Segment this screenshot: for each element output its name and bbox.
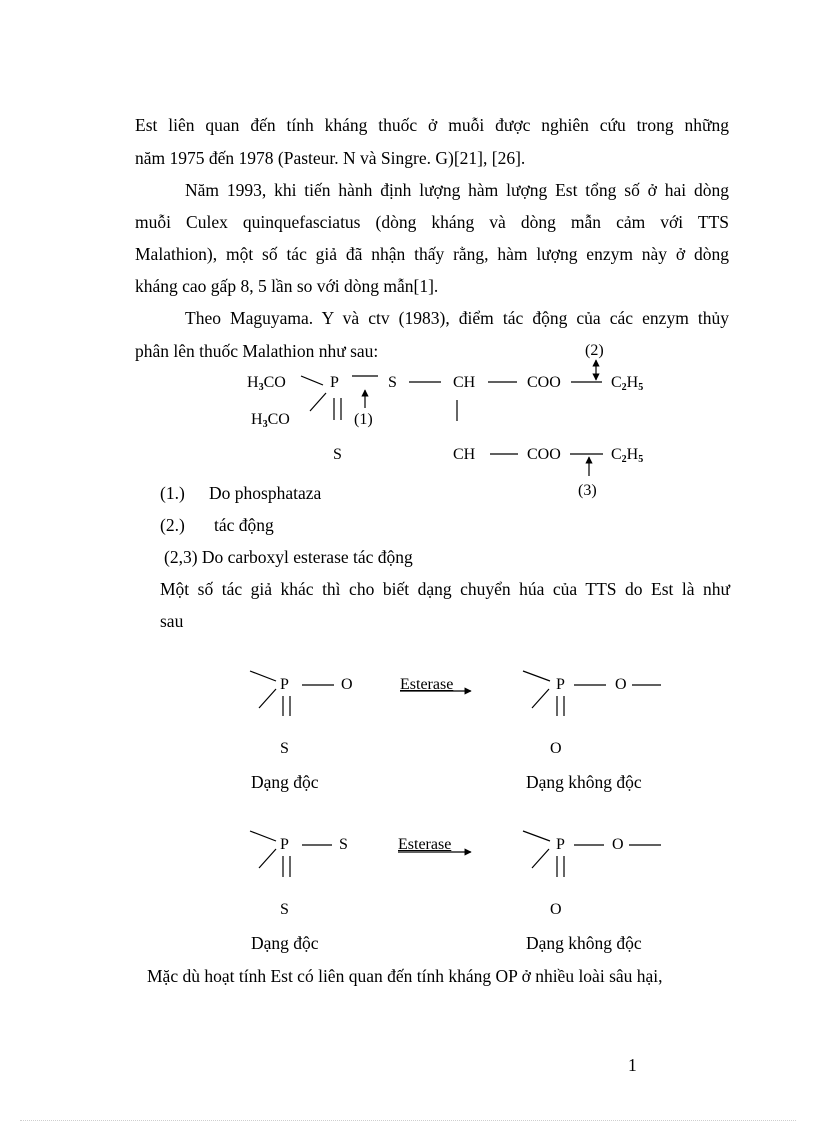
reaction2-p-right: P	[556, 836, 565, 853]
phosphorus-atom: P	[330, 374, 339, 391]
c2h5-top: $C_2H_5$	[611, 374, 644, 393]
r1-bond-upper-left	[250, 671, 276, 681]
p2-line2: muỗi Culex quinquefasciatus (dòng kháng và dòng mẫn cảm với TTS	[135, 212, 729, 232]
p3-line2: phân lên thuốc Malathion như sau:	[135, 341, 379, 361]
legend-item1-number: (1.)	[160, 483, 185, 503]
legend-item1-text: Do phosphataza	[209, 483, 322, 503]
p3-line1: Theo Maguyama. Y và ctv (1983), điểm tác động của các enzym thủy	[185, 308, 729, 328]
bond-p-h3co-bottom	[310, 393, 326, 411]
reaction1-p-left: P	[280, 676, 289, 693]
last-line: Mặc dù hoạt tính Est có liên quan đến tính kháng OP ở nhiều loài sâu hại,	[147, 966, 663, 986]
reaction1-o-left: O	[341, 676, 353, 693]
reaction2-s-left: S	[339, 836, 348, 853]
cleavage-mark-3: (3)	[578, 482, 597, 499]
sulfur-double-atom: S	[333, 446, 342, 463]
reaction1-esterase-label: Esterase	[400, 676, 454, 693]
r2-bond-upper-left	[250, 831, 276, 841]
sulfur-chain-atom: S	[388, 374, 397, 391]
legend-item2-text: tác động	[214, 515, 274, 535]
r1-bond-upper-right	[523, 671, 550, 681]
reaction2-double-left: S	[280, 901, 289, 918]
cleavage-mark-1: (1)	[354, 411, 373, 428]
reaction2-p-left: P	[280, 836, 289, 853]
p1-line1: Est liên quan đến tính kháng thuốc ở muỗi được nghiên cứu trong những	[135, 115, 729, 135]
reaction2-esterase-label: Esterase	[398, 836, 452, 853]
reaction1-caption-right: Dạng không độc	[526, 772, 642, 792]
p2-line3: Malathion), một số tác giả đã nhận thấy rằng, hàm lượng enzym này ở dòng	[135, 244, 729, 264]
r2-bond-upper-right	[523, 831, 550, 841]
reaction1-caption-left: Dạng độc	[251, 772, 319, 792]
p2-line1: Năm 1993, khi tiến hành định lượng hàm lượng Est tổng số ở hai dòng	[185, 180, 729, 200]
reaction1-p-right: P	[556, 676, 565, 693]
legend-item2-number: (2.)	[160, 515, 185, 535]
p1-line2: năm 1975 đến 1978 (Pasteur. N và Singre. G)[21], [26].	[135, 148, 526, 168]
reaction2-caption-right: Dạng không độc	[526, 933, 642, 953]
r1-bond-lower-left	[259, 689, 276, 708]
ch-top: CH	[453, 374, 476, 391]
h3co-bottom: $H_3CO$	[251, 411, 290, 430]
r1-bond-lower-right	[532, 689, 549, 708]
p2-line4: kháng cao gấp 8, 5 lần so với dòng mẫn[1].	[135, 276, 439, 296]
coo-top: COO	[527, 374, 561, 391]
r2-bond-lower-right	[532, 849, 549, 868]
p4-line1: Một số tác giả khác thì cho biết dạng chuyển húa của TTS do Est là như	[160, 579, 730, 599]
reaction1-o-right: O	[615, 676, 627, 693]
p4-line2: sau	[160, 611, 184, 631]
footer-divider	[20, 1120, 796, 1121]
legend-item3: (2,3) Do carboxyl esterase tác động	[164, 547, 413, 567]
ch-bottom: CH	[453, 446, 476, 463]
bond-h3co-p	[301, 376, 323, 385]
r2-bond-lower-left	[259, 849, 276, 868]
reaction2-caption-left: Dạng độc	[251, 933, 319, 953]
reaction2-double-right: O	[550, 901, 562, 918]
cleavage-mark-2: (2)	[585, 342, 604, 359]
page-number: 1	[628, 1055, 637, 1075]
reaction2-o-right: O	[612, 836, 624, 853]
c2h5-bottom: $C_2H_5$	[611, 446, 644, 465]
reaction1-double-right: O	[550, 740, 562, 757]
reaction1-double-left: S	[280, 740, 289, 757]
h3co-top: $H_3CO$	[247, 374, 286, 393]
coo-bottom: COO	[527, 446, 561, 463]
